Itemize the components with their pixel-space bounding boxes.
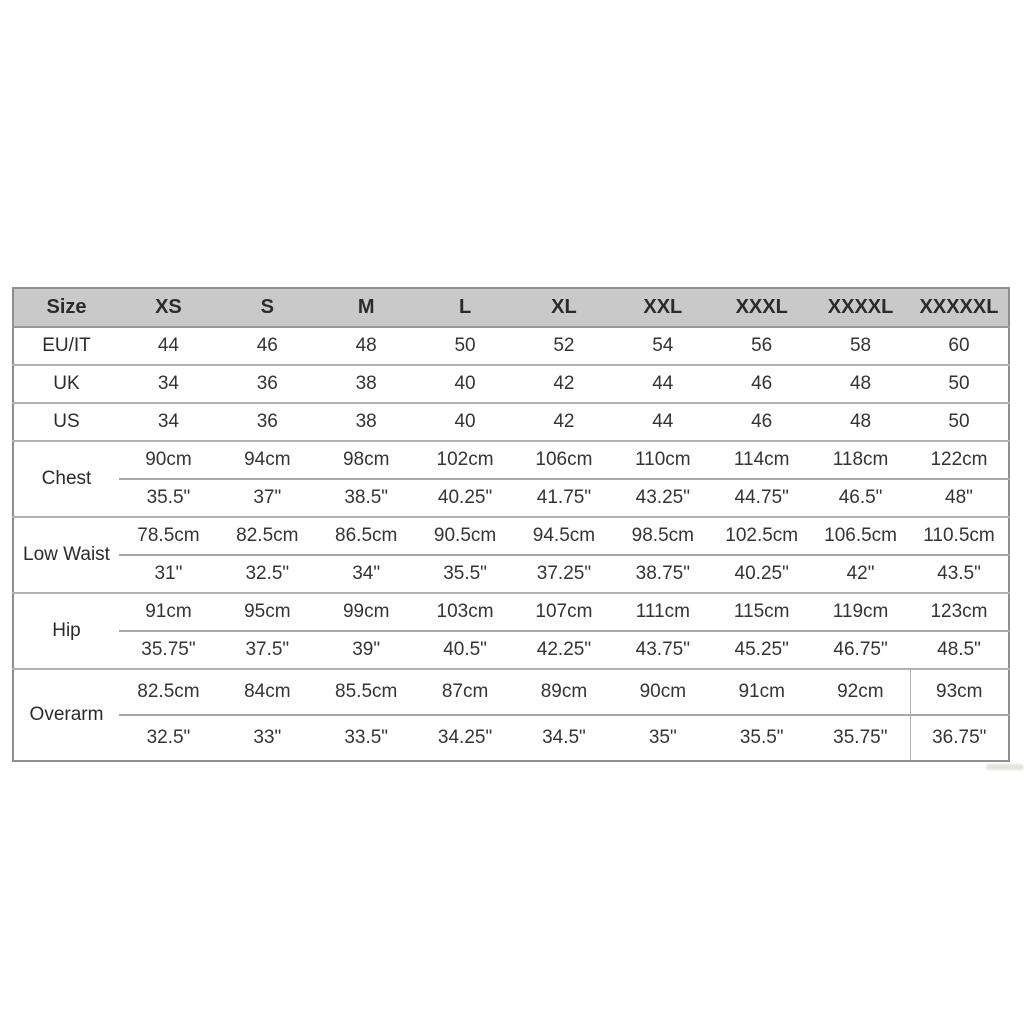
value-cell: 114cm [712, 441, 811, 479]
value-cell: 85.5cm [317, 669, 416, 715]
value-cell: 38 [317, 365, 416, 403]
value-cell: 38 [317, 403, 416, 441]
header-cell: XS [119, 288, 218, 327]
edge-artifact [986, 764, 1024, 770]
row-eu-it [13, 327, 1009, 365]
value-cell: 48 [355, 335, 377, 356]
value-cell: 106.5cm [811, 517, 910, 555]
value-cell: 43.25" [613, 479, 712, 517]
value-cell: 34" [317, 555, 416, 593]
value-cell: 35.75" [119, 631, 218, 669]
value-cell: 41.75" [515, 479, 614, 517]
value-cell: 31" [119, 555, 218, 593]
value-cell: 42.25" [515, 631, 614, 669]
value-cell: 42" [811, 555, 910, 593]
value-cell: 84cm [218, 669, 317, 715]
value-cell: 38.5" [317, 479, 416, 517]
row-label: Chest [13, 441, 119, 517]
value-cell: 33" [218, 715, 317, 761]
value-cell: 37.5" [218, 631, 317, 669]
row-label: US [13, 403, 119, 441]
value-cell: 42 [515, 403, 614, 441]
value-cell: 50 [910, 403, 1009, 441]
header-cell: XXL [613, 288, 712, 327]
value-cell: 46 [712, 365, 811, 403]
value-cell: 87cm [416, 669, 515, 715]
value-cell: 40 [416, 365, 515, 403]
value-cell: 89cm [515, 669, 614, 715]
value-cell: 48" [910, 479, 1009, 517]
header-row [13, 288, 1009, 327]
value-cell: 44 [157, 335, 179, 356]
value-cell: 98cm [317, 441, 416, 479]
value-cell: 78.5cm [119, 517, 218, 555]
value-cell: 34.5" [515, 715, 614, 761]
value-cell: 36.75" [910, 715, 1009, 761]
value-cell: 37.25" [515, 555, 614, 593]
value-cell: 46 [256, 335, 278, 356]
header-cell: XXXL [712, 288, 811, 327]
value-cell: 40.25" [712, 555, 811, 593]
value-cell: 102cm [416, 441, 515, 479]
header-cell: S [218, 288, 317, 327]
row-low-waist-cm [13, 517, 1009, 555]
value-cell: 93cm [910, 669, 1009, 715]
value-cell: 91cm [712, 669, 811, 715]
value-cell: 32.5" [119, 715, 218, 761]
value-cell: 46 [712, 403, 811, 441]
value-cell: 90cm [613, 669, 712, 715]
size-chart-table [12, 287, 1010, 762]
value-cell: 82.5cm [218, 517, 317, 555]
row-overarm-cm [13, 669, 1009, 715]
value-cell: 91cm [119, 593, 218, 631]
header-cell: XL [515, 288, 614, 327]
value-cell: 35.5" [416, 555, 515, 593]
row-label: Overarm [13, 669, 119, 761]
value-cell: 107cm [515, 593, 614, 631]
value-cell: 48.5" [910, 631, 1009, 669]
value-cell: 110.5cm [910, 517, 1009, 555]
value-cell: 42 [515, 365, 614, 403]
header-cell: L [416, 288, 515, 327]
row-overarm-inch [13, 715, 1009, 761]
header-cell: M [317, 288, 416, 327]
value-cell: 48 [811, 403, 910, 441]
value-cell: 36 [218, 365, 317, 403]
value-cell: 94cm [218, 441, 317, 479]
value-cell: 40.25" [416, 479, 515, 517]
row-label: EU/IT [42, 335, 91, 356]
value-cell: 58 [849, 335, 872, 356]
value-cell: 35.5" [712, 715, 811, 761]
row-hip-inch [13, 631, 1009, 669]
value-cell: 39" [317, 631, 416, 669]
value-cell: 60 [948, 335, 970, 356]
value-cell: 34 [119, 365, 218, 403]
value-cell: 44 [613, 365, 712, 403]
value-cell: 86.5cm [317, 517, 416, 555]
value-cell: 90.5cm [416, 517, 515, 555]
value-cell: 34.25" [416, 715, 515, 761]
value-cell: 98.5cm [613, 517, 712, 555]
value-cell: 92cm [811, 669, 910, 715]
value-cell: 106cm [515, 441, 614, 479]
value-cell: 50 [910, 365, 1009, 403]
value-cell: 48 [811, 365, 910, 403]
value-cell: 36 [218, 403, 317, 441]
value-cell: 82.5cm [119, 669, 218, 715]
row-chest-cm [13, 441, 1009, 479]
value-cell: 110cm [613, 441, 712, 479]
header-cell-size: Size [13, 288, 119, 327]
header-cell: XXXXXL [910, 288, 1009, 327]
value-cell: 38.75" [613, 555, 712, 593]
row-uk [13, 365, 1009, 403]
value-cell: 45.25" [712, 631, 811, 669]
value-cell: 46.5" [811, 479, 910, 517]
value-cell: 35" [613, 715, 712, 761]
value-cell: 43.5" [910, 555, 1009, 593]
value-cell: 33.5" [317, 715, 416, 761]
value-cell: 54 [652, 335, 674, 356]
value-cell: 56 [751, 335, 773, 356]
value-cell: 119cm [811, 593, 910, 631]
row-chest-inch [13, 479, 1009, 517]
value-cell: 34 [119, 403, 218, 441]
value-cell: 40.5" [416, 631, 515, 669]
row-label: Hip [13, 593, 119, 669]
value-cell: 46.75" [811, 631, 910, 669]
row-label: Low Waist [13, 517, 119, 593]
header-cell: XXXXL [811, 288, 910, 327]
value-cell: 52 [553, 335, 575, 356]
row-hip-cm [13, 593, 1009, 631]
value-cell: 115cm [712, 593, 811, 631]
value-cell: 35.5" [119, 479, 218, 517]
value-cell: 32.5" [218, 555, 317, 593]
value-cell: 122cm [910, 441, 1009, 479]
row-label: UK [13, 365, 119, 403]
value-cell: 99cm [317, 593, 416, 631]
value-cell: 103cm [416, 593, 515, 631]
row-low-waist-inch [13, 555, 1009, 593]
value-cell: 102.5cm [712, 517, 811, 555]
value-cell: 44 [613, 403, 712, 441]
value-cell: 118cm [811, 441, 910, 479]
value-cell: 44.75" [712, 479, 811, 517]
value-cell: 111cm [613, 593, 712, 631]
value-cell: 37" [218, 479, 317, 517]
value-cell: 123cm [910, 593, 1009, 631]
value-cell: 35.75" [811, 715, 910, 761]
row-us [13, 403, 1009, 441]
value-cell: 90cm [119, 441, 218, 479]
value-cell: 40 [416, 403, 515, 441]
value-cell: 43.75" [613, 631, 712, 669]
value-cell: 50 [454, 335, 476, 356]
value-cell: 94.5cm [515, 517, 614, 555]
value-cell: 95cm [218, 593, 317, 631]
